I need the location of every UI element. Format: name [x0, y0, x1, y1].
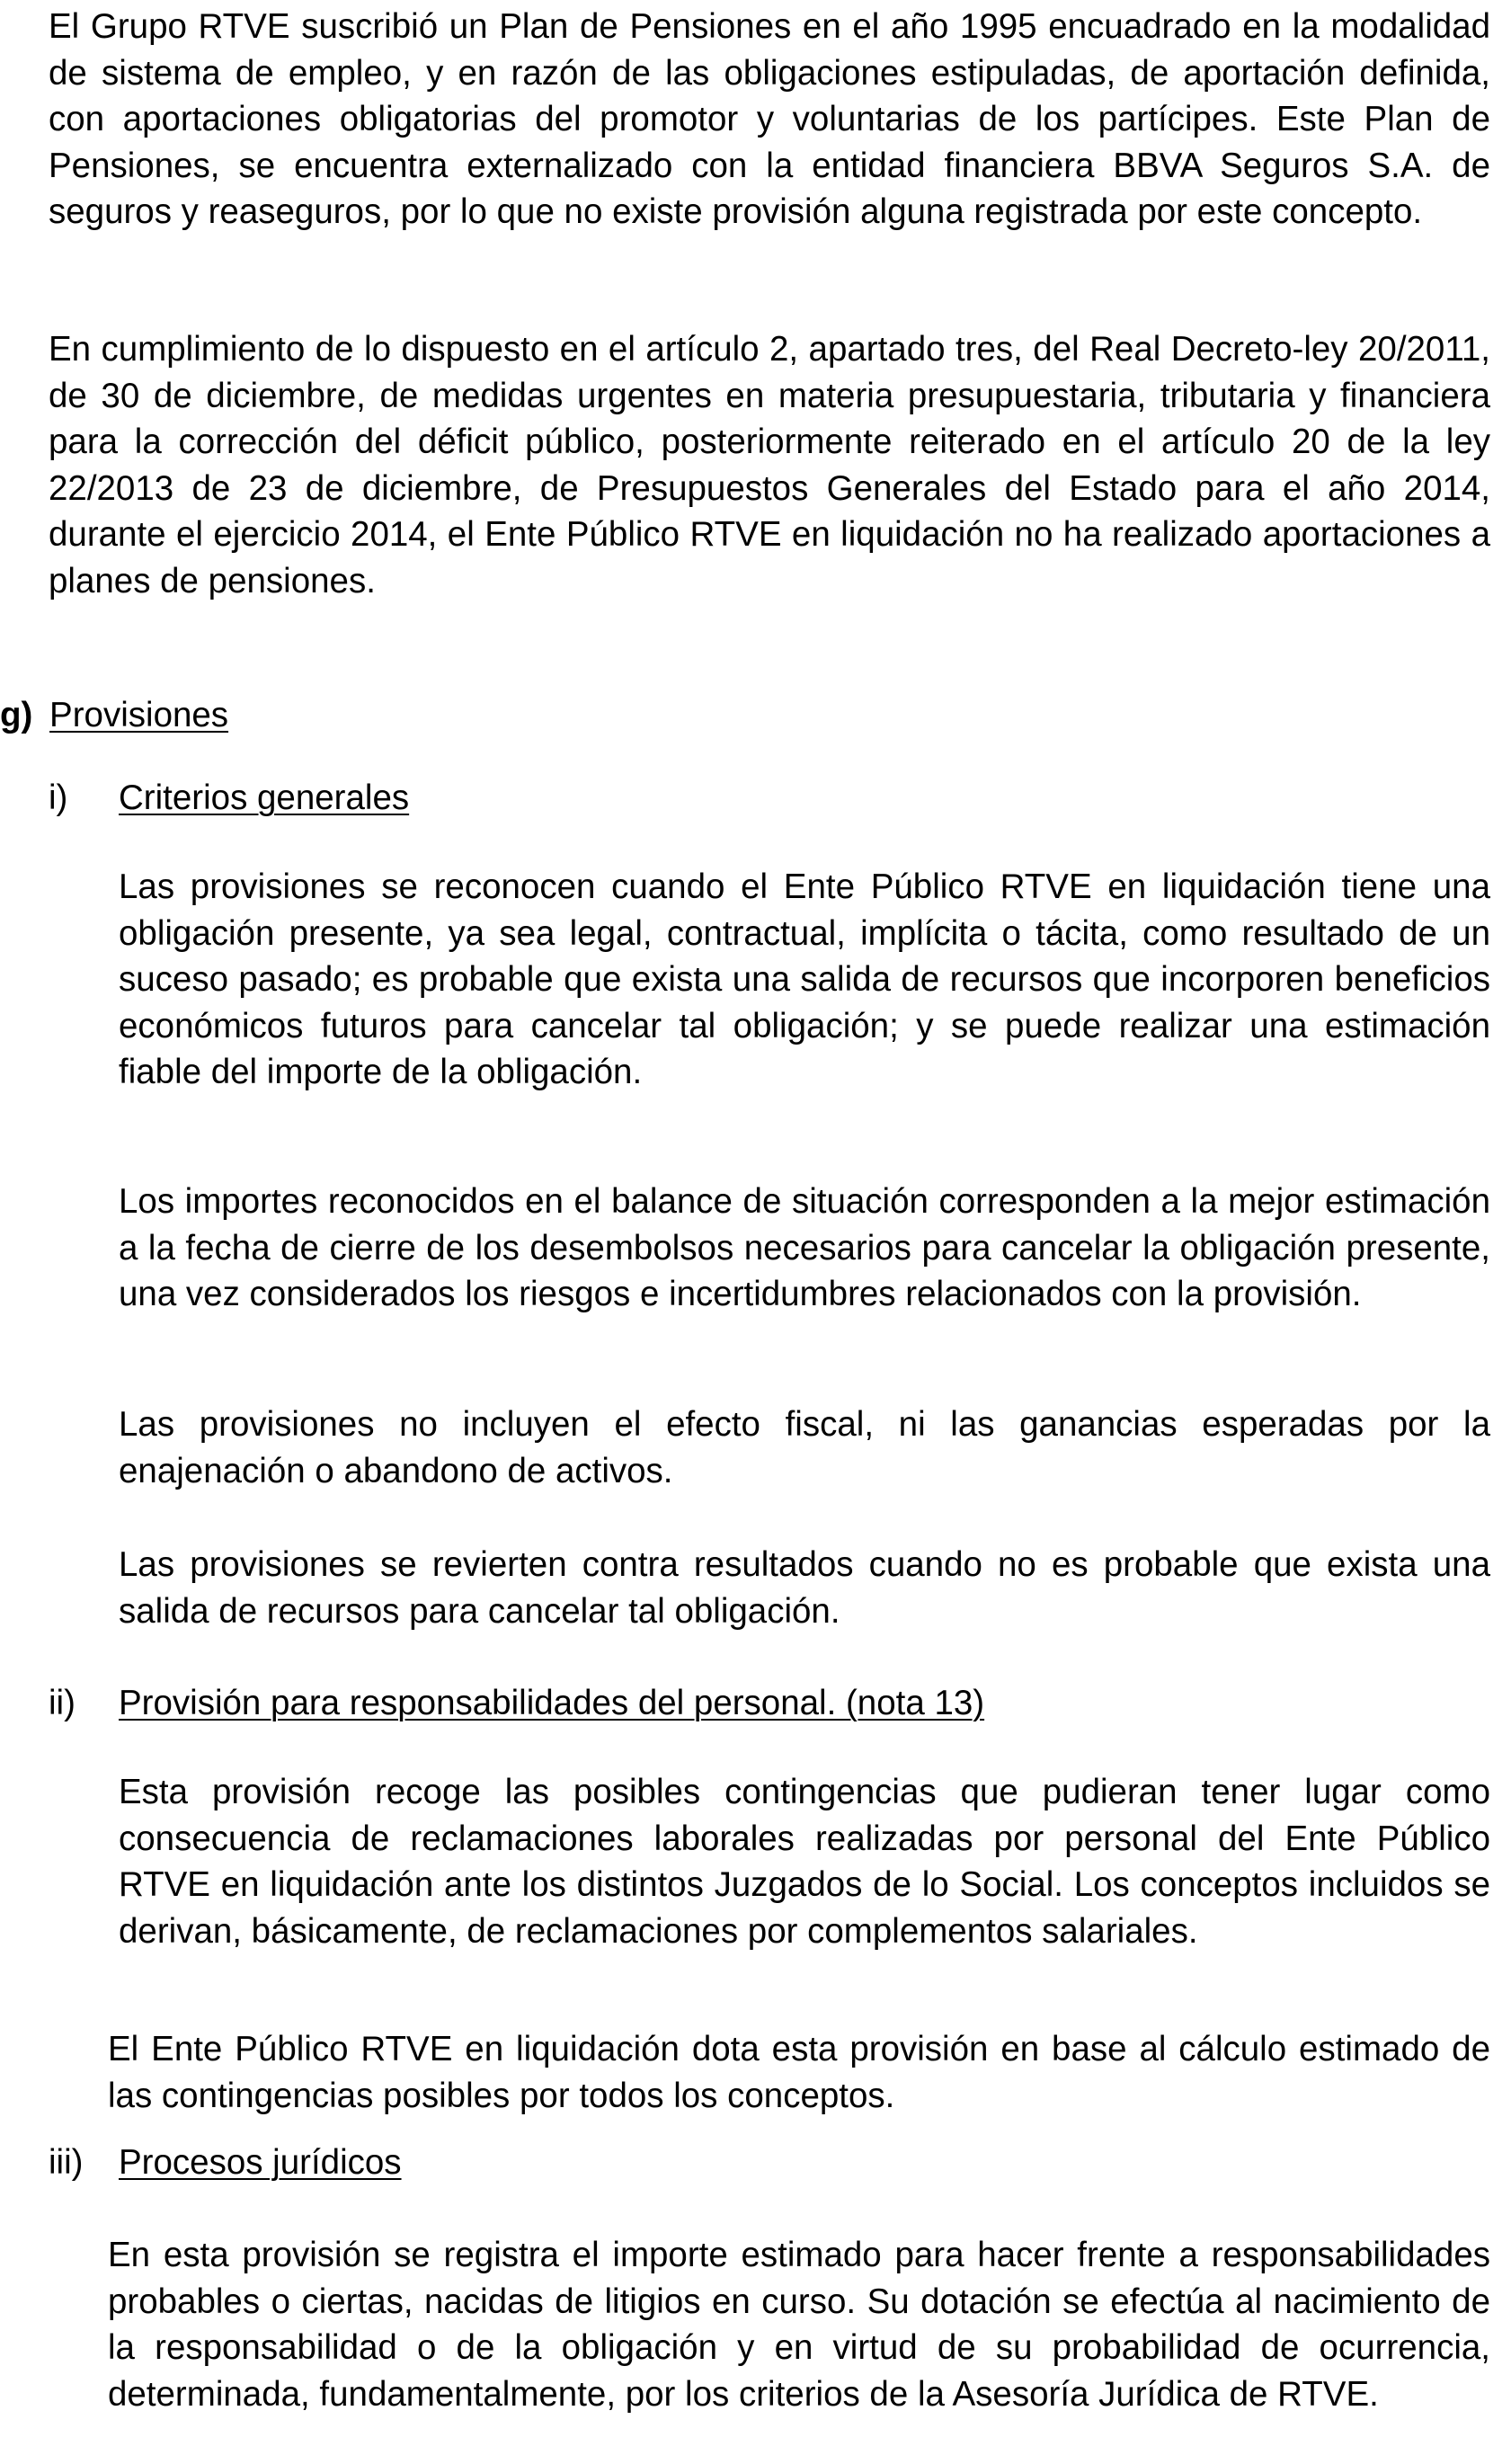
- subsection-iii-marker: iii): [49, 2143, 84, 2182]
- royal-decree-paragraph: En cumplimiento de lo dispuesto en el artículo 2, apartado tres, del Real Decreto-ley 20/2011, de 30 de diciembre, de medidas urgentes en materia presupuestaria, tributaria y financiera para la corrección del déficit público, posteriormente reiterado en el artículo 20 de la ley 22/2013 de 23 de diciembre, de Presupuestos Generales del Estado para el año 2014, durante el ejercicio 2014, el Ente Público RTVE en liquidación no ha realizado aportaciones a planes de pensiones.: [49, 330, 1490, 600]
- personnel-provision-paragraph-2: El Ente Público RTVE en liquidación dota esta provisión en base al cálculo estimado de las contingencias posibles por todos los conceptos.: [108, 2030, 1490, 2115]
- subsection-iii-heading: [49, 2139, 83, 2186]
- subsection-i-heading: [49, 775, 67, 822]
- section-g-title: Provisiones: [49, 696, 229, 734]
- subsection-i-marker: i): [49, 778, 68, 817]
- subsection-ii-title: Provisión para responsabilidades del personal. (nota 13): [119, 1684, 985, 1722]
- general-criteria-paragraph-2: Los importes reconocidos en el balance de situación corresponden a la mejor estimación a la fecha de cierre de los desembolsos necesarios para cancelar la obligación presente, una vez considerados los riesgos e incertidumbres relacionados con la provisión.: [119, 1182, 1490, 1314]
- general-criteria-paragraph-4: Las provisiones se revierten contra resultados cuando no es probable que exista una salida de recursos para cancelar tal obligación.: [119, 1545, 1490, 1631]
- subsection-ii-heading: [49, 1680, 76, 1727]
- section-g-heading: [0, 692, 228, 739]
- general-criteria-paragraph-1: Las provisiones se reconocen cuando el Ente Público RTVE en liquidación tiene una obligación presente, ya sea legal, contractual, implícita o tácita, como resultado de un suceso pasado; es probable que exista una salida de recursos que incorporen beneficios económicos futuros para cancelar tal obligación; y se puede realizar una estimación fiable del importe de la obligación.: [119, 867, 1490, 1092]
- subsection-ii-marker: ii): [49, 1684, 76, 1722]
- subsection-iii-title: Procesos jurídicos: [119, 2143, 402, 2182]
- general-criteria-paragraph-3: Las provisiones no incluyen el efecto fiscal, ni las ganancias esperadas por la enajenación o abandono de activos.: [119, 1405, 1490, 1490]
- pension-plan-paragraph: El Grupo RTVE suscribió un Plan de Pensiones en el año 1995 encuadrado en la modalidad de sistema de empleo, y en razón de las obligaciones estipuladas, de aportación definida, con aportaciones obligatorias del promotor y voluntarias de los partícipes. Este Plan de Pensiones, se encuentra externalizado con la entidad financiera BBVA Seguros S.A. de seguros y reaseguros, por lo que no existe provisión alguna registrada por este concepto.: [49, 7, 1490, 232]
- legal-processes-paragraph: En esta provisión se registra el importe estimado para hacer frente a responsabilidades probables o ciertas, nacidas de litigios en curso. Su dotación se efectúa al nacimiento de la responsabilidad o de la obligación y en virtud de su probabilidad de ocurrencia, determinada, fundamentalmente, por los criterios de la Asesoría Jurídica de RTVE.: [108, 2236, 1490, 2414]
- subsection-i-title: Criterios generales: [119, 778, 410, 817]
- personnel-provision-paragraph-1: Esta provisión recoge las posibles contingencias que pudieran tener lugar como consecuencia de reclamaciones laborales realizadas por personal del Ente Público RTVE en liquidación ante los distintos Juzgados de lo Social. Los conceptos incluidos se derivan, básicamente, de reclamaciones por complementos salariales.: [119, 1773, 1490, 1951]
- section-g-marker: g): [0, 696, 33, 734]
